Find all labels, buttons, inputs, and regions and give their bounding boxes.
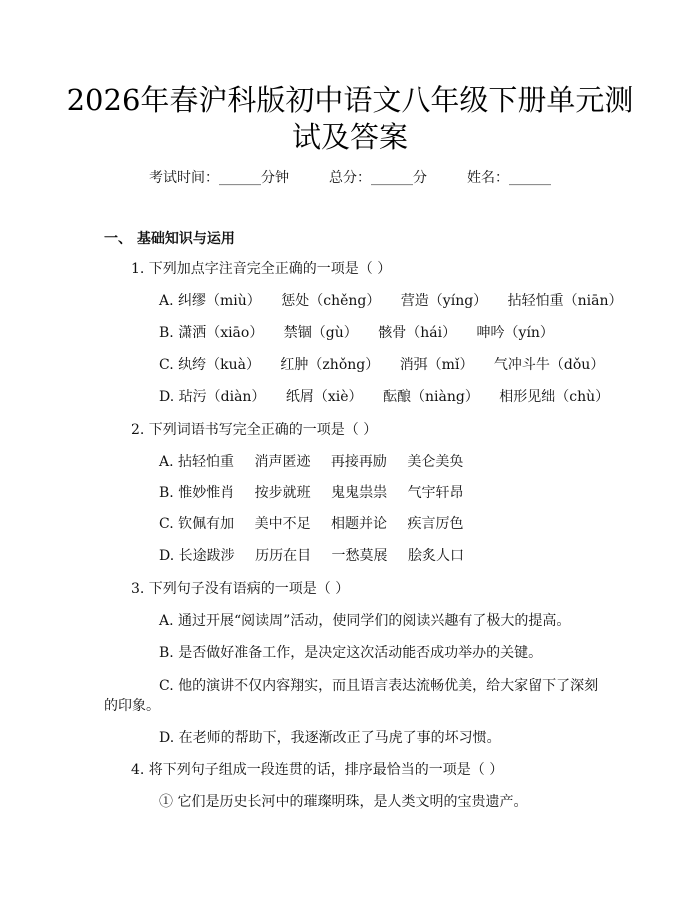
question-3-option-b: B. 是否做好准备工作，是决定这次活动能否成功举办的关键。 [159,645,543,661]
question-3-option-d: D. 在老师的帮助下，我逐渐改正了马虎了事的坏习惯。 [159,730,501,746]
option-item: C. 纨绔（kuà） [159,357,260,373]
question-3-option-c-line1: C. 他的演讲不仅内容翔实，而且语言表达流畅优美，给大家留下了深刻 [159,678,599,694]
total-score-field: 总分：______分 [329,170,427,186]
option-item: 相形见绌（chù） [499,389,610,405]
question-3-option-a: A. 通过开展“阅读周”活动，使同学们的阅读兴趣有了极大的提高。 [159,613,571,629]
option-item: 消声匿迹 [254,454,311,470]
option-item: A. 拈轻怕重 [159,454,235,470]
option-item: 呻吟（yín） [476,325,554,341]
option-item: 历历在目 [255,548,312,564]
option-item: 一愁莫展 [331,548,388,564]
question-2-option-c [159,514,479,534]
question-1-option-c [159,355,620,375]
option-item: 相题并论 [331,516,388,532]
option-item: C. 钦佩有加 [159,516,235,532]
student-name-field: 姓名：______ [467,170,551,186]
question-3-stem: 3. 下列句子没有语病的一项是（ ） [131,581,350,597]
option-item: 禁锢（gù） [283,325,358,341]
question-2-option-b [159,483,480,503]
option-item: 气宇轩昂 [407,485,464,501]
option-item: 美中不足 [254,516,311,532]
option-item: 红肿（zhǒng） [280,357,380,373]
option-item: 惩处（chěng） [281,293,381,309]
option-item: 按步就班 [254,485,311,501]
question-2-option-a [159,452,479,472]
exam-info-row [0,168,700,188]
question-1-option-d [159,387,625,407]
question-1-option-a [159,291,639,311]
option-item: 营造（yíng） [400,293,488,309]
option-item: 气冲斗牛（dǒu） [493,357,605,373]
option-item: 拈轻怕重（niān） [507,293,623,309]
option-item: D. 玷污（diàn） [159,389,266,405]
question-1-stem: 1. 下列加点字注音完全正确的一项是（ ） [131,261,392,277]
question-2-stem: 2. 下列词语书写完全正确的一项是（ ） [131,422,378,438]
option-item: 消弭（mǐ） [399,357,474,373]
option-item: 美仑美奂 [407,454,464,470]
option-item: B. 潇洒（xiāo） [159,325,264,341]
question-1-option-b [159,323,570,343]
question-3-option-c-line2: 的印象。 [104,698,160,714]
option-item: B. 惟妙惟肖 [159,485,235,501]
option-item: 再接再励 [330,454,387,470]
option-item: 纸屑（xiè） [285,389,363,405]
exam-time-field: 考试时间：______分钟 [149,170,289,186]
question-4-stem: 4. 将下列句子组成一段连贯的话，排序最恰当的一项是（ ） [131,762,504,778]
option-item: D. 长途跋涉 [159,548,235,564]
option-item: 鬼鬼祟祟 [331,485,388,501]
section-heading: 一、 基础知识与运用 [104,231,235,247]
question-4-sentence-1: ① 它们是历史长河中的璀璨明珠，是人类文明的宝贵遗产。 [159,794,528,810]
document-title-line1: 2026年春沪科版初中语文八年级下册单元测 [66,83,634,117]
document-title-line2: 试及答案 [291,120,408,154]
option-item: A. 纠缪（miù） [159,293,261,309]
option-item: 疾言厉色 [407,516,464,532]
option-item: 酝酿（niàng） [383,389,479,405]
option-item: 骸骨（hái） [378,325,457,341]
question-2-option-d [159,546,480,566]
option-item: 脍炙人口 [408,548,464,564]
